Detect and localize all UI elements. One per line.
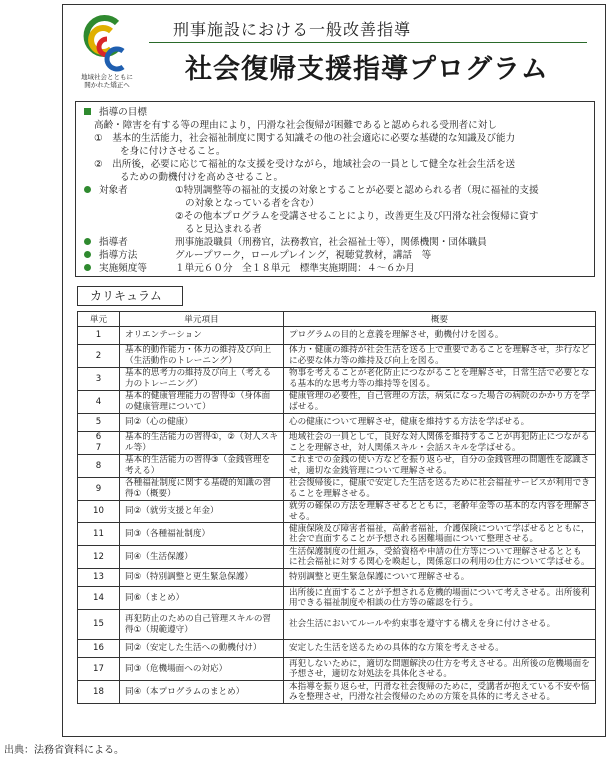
unit-overview: 物事を考えることが老化防止につながることを理解させ，日常生活で必要となる基本的な思考力等の維持等を図る。 <box>284 368 596 391</box>
unit-number: 5 <box>78 414 120 432</box>
goal-2-line2: るための動機付けを高めさせること。 <box>120 172 284 183</box>
unit-overview: 体力・健康の維持が社会生活を送る上で重要であることを理解させ，歩行などに必要な体力等の維持及び向上を図る。 <box>284 345 596 368</box>
unit-item: 基本的生活能力の習得③（金銭管理を考える） <box>120 455 284 478</box>
header-unit: 単元 <box>78 312 120 327</box>
unit-number: 6 7 <box>78 432 120 455</box>
curriculum-row <box>78 523 596 546</box>
unit-number: 13 <box>78 569 120 587</box>
curriculum-row <box>78 432 596 455</box>
target-row <box>84 184 586 197</box>
page-subtitle: 刑事施設における一般改善指導 <box>173 20 412 39</box>
unit-item: 同③（危機場面への対応） <box>120 658 284 681</box>
method-row <box>84 249 586 262</box>
logo-caption-line1: 地域社会とともに <box>81 73 133 81</box>
unit-overview: 再犯しないために，適切な問題解決の仕方を考えさせる。出所後の危機場面を予想させ，適切な対処法を具体化させる。 <box>284 658 596 681</box>
unit-item: 再犯防止のための自己管理スキルの習得①（規範遵守） <box>120 610 284 640</box>
curriculum-row <box>78 455 596 478</box>
unit-item: 同⑥（まとめ） <box>120 587 284 610</box>
unit-number: 3 <box>78 368 120 391</box>
curriculum-row <box>78 368 596 391</box>
goal-1-line1: ① 基本的生活能力，社会福祉制度に関する知識その他の社会適応に必要な基礎的な知識及び能力 <box>94 133 516 144</box>
unit-overview: 出所後に直面することが予想される危機的場面について考えさせる。出所後利用できる福祉制度や相談の仕方等の確認を行う。 <box>284 587 596 610</box>
goal-heading-row <box>84 106 586 119</box>
source-note: 出典：法務省資料による。 <box>4 745 124 756</box>
goal-heading: 指導の目標 <box>99 107 147 118</box>
unit-item: 同③（各種福祉制度） <box>120 523 284 546</box>
logo-caption-line2: 開かれた矯正へ <box>84 81 130 89</box>
curriculum-row <box>78 327 596 345</box>
unit-overview: 心の健康について理解させ，健康を維持する方法を学ばせる。 <box>284 414 596 432</box>
header-item: 単元項目 <box>120 312 284 327</box>
unit-overview: 安定した生活を送るための具体的な方策を考えさせる。 <box>284 640 596 658</box>
instructor-text: 刑事施設職員（刑務官，法務教官，社会福祉士等），関係機関・団体職員 <box>175 237 487 248</box>
instructor-row <box>84 236 586 249</box>
unit-item: 基本的生活能力の習得①，②（対人スキル等） <box>120 432 284 455</box>
unit-number: 14 <box>78 587 120 610</box>
unit-item: 同②（心の健康） <box>120 414 284 432</box>
unit-overview: 生活保護制度の仕組み，受給資格や申請の仕方等について理解させるとともに社会福祉に対する関心を喚起し，関係窓口の利用の仕方について学ばせる。 <box>284 546 596 569</box>
target-2-line2: ると見込まれる者 <box>185 224 262 235</box>
unit-item: 各種福祉制度に関する基礎的知識の習得①（概要） <box>120 478 284 501</box>
page-title: 社会復帰支援指導プログラム <box>185 54 549 85</box>
unit-number: 17 <box>78 658 120 681</box>
curriculum-row <box>78 681 596 704</box>
unit-item: オリエンテーション <box>120 327 284 345</box>
frequency-row <box>84 262 586 275</box>
instructor-label: 指導者 <box>99 237 128 248</box>
unit-number: 12 <box>78 546 120 569</box>
unit-number: 8 <box>78 455 120 478</box>
method-label: 指導方法 <box>99 250 138 261</box>
curriculum-row <box>78 587 596 610</box>
title-divider <box>149 42 587 43</box>
unit-overview: 特別調整と更生緊急保護について理解させる。 <box>284 569 596 587</box>
curriculum-table <box>77 311 596 704</box>
curriculum-row <box>78 546 596 569</box>
unit-item: 同②（安定した生活への動機付け） <box>120 640 284 658</box>
unit-item: 同④（生活保護） <box>120 546 284 569</box>
square-bullet-icon <box>84 108 91 115</box>
goal-text: 高齢・障害を有する等の理由により，円滑な社会復帰が困難であると認められる受刑者に対し <box>94 120 497 131</box>
unit-number: 9 <box>78 478 120 501</box>
unit-item: 同④（本プログラムのまとめ） <box>120 681 284 704</box>
unit-overview: 健康保険及び障害者福祉，高齢者福祉，介護保険について学ばせるとともに，社会で直面することが予想される困難場面について整理させる。 <box>284 523 596 546</box>
target-1-line1: ①特別調整等の福祉的支援の対象とすることが必要と認められる者（現に福祉的支援 <box>175 185 539 196</box>
unit-overview: 社会復帰後に，健康で安定した生活を送るために社会福祉サービスが利用できることを理解させる。 <box>284 478 596 501</box>
curriculum-row <box>78 345 596 368</box>
target-1-line2: の対象となっている者を含む） <box>185 198 320 209</box>
unit-overview: 社会生活においてルールや約束事を遵守する構えを身に付けさせる。 <box>284 610 596 640</box>
unit-number: 10 <box>78 501 120 523</box>
frequency-label: 実施頻度等 <box>99 263 147 274</box>
goal-2-line1: ② 出所後，必要に応じて福祉的な支援を受けながら，地域社会の一員として健全な社会生活を送 <box>94 159 516 170</box>
round-bullet-icon <box>84 264 91 271</box>
unit-number: 1 <box>78 327 120 345</box>
round-bullet-icon <box>84 238 91 245</box>
curriculum-row <box>78 501 596 523</box>
unit-number: 11 <box>78 523 120 546</box>
unit-overview: これまでの金銭の使い方などを振り返らせ，自分の金銭管理の問題性を認識させ，適切な金銭管理について理解させる。 <box>284 455 596 478</box>
unit-number: 18 <box>78 681 120 704</box>
frequency-text: １単元６０分 全１８単元 標準実施期間：４～６か月 <box>175 263 415 274</box>
correction-logo <box>71 13 141 93</box>
unit-number: 2 <box>78 345 120 368</box>
unit-number: 16 <box>78 640 120 658</box>
unit-overview: 就労の確保の方法を理解させるとともに，老齢年金等の基本的な内容を理解させる。 <box>284 501 596 523</box>
unit-overview: 健康管理の必要性，自己管理の方法，病気になった場合の病院のかかり方を学ばせる。 <box>284 391 596 414</box>
curriculum-row <box>78 391 596 414</box>
curriculum-row <box>78 569 596 587</box>
unit-number: 4 <box>78 391 120 414</box>
program-overview <box>75 101 595 277</box>
round-bullet-icon <box>84 186 91 193</box>
goal-1-line2: を身に付けさせること。 <box>120 146 226 157</box>
header-overview: 概要 <box>284 312 596 327</box>
unit-item: 基本的動作能力・体力の維持及び向上（生活動作のトレーニング） <box>120 345 284 368</box>
unit-overview: 地域社会の一員として，良好な対人関係を維持することが再犯防止につながることを理解させ，対人関係スキル・会話スキルを学ばせる。 <box>284 432 596 455</box>
curriculum-label: カリキュラム <box>77 286 183 306</box>
unit-item: 同⑤（特別調整と更生緊急保護） <box>120 569 284 587</box>
target-label: 対象者 <box>99 185 128 196</box>
curriculum-row <box>78 658 596 681</box>
program-panel <box>62 4 606 737</box>
curriculum-row <box>78 640 596 658</box>
curriculum-header-row <box>78 312 596 327</box>
unit-item: 基本的健康管理能力の習得①（身体面の健康管理について） <box>120 391 284 414</box>
unit-number: 15 <box>78 610 120 640</box>
unit-overview: 本指導を振り返らせ，円滑な社会復帰のために，受講者が抱えている不安や悩みを整理させ，円滑な社会復帰のための方策を具体的に考えさせる。 <box>284 681 596 704</box>
ccc-logo-icon <box>77 15 135 73</box>
curriculum-row <box>78 414 596 432</box>
method-text: グループワーク，ロールプレイング，視聴覚教材，講話 等 <box>175 250 432 261</box>
unit-overview: プログラムの目的と意義を理解させ，動機付けを図る。 <box>284 327 596 345</box>
curriculum-row <box>78 478 596 501</box>
target-2-line1: ②その他本プログラムを受講させることにより，改善更生及び円滑な社会復帰に資す <box>175 211 539 222</box>
unit-item: 同②（就労支援と年金） <box>120 501 284 523</box>
unit-item: 基本的思考力の維持及び向上（考える力のトレーニング） <box>120 368 284 391</box>
curriculum-row <box>78 610 596 640</box>
logo-caption <box>71 73 143 89</box>
round-bullet-icon <box>84 251 91 258</box>
